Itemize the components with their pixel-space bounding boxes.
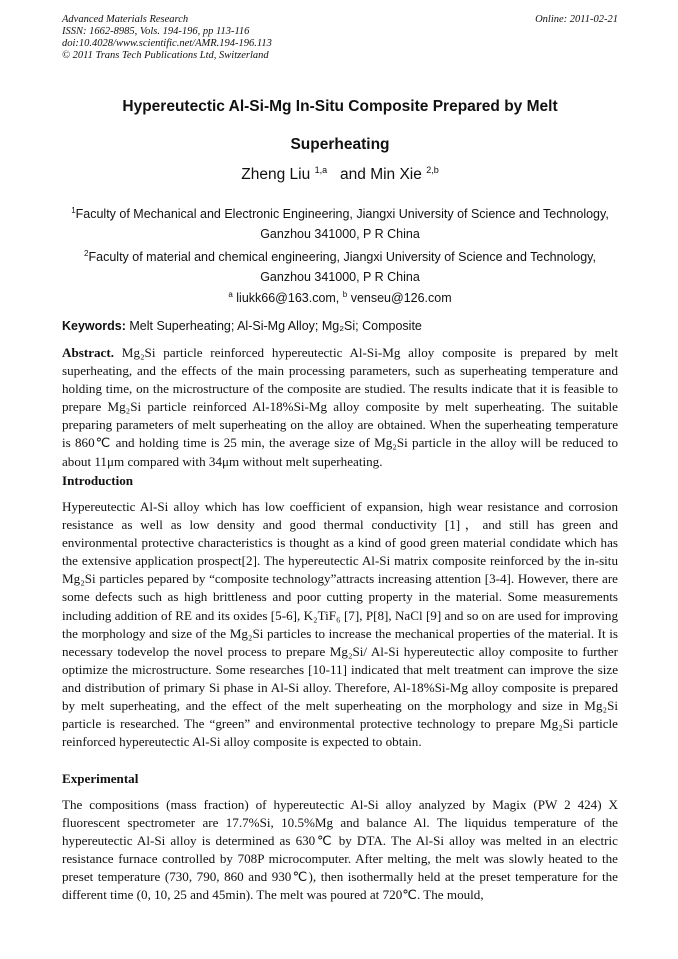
experimental-paragraph: The compositions (mass fraction) of hypereutectic Al-Si alloy analyzed by Magix (PW 2 424) X fluorescent spectrometer are 17.7%Si, 10.5%Mg and balance Al. The liquidus temperature of the hypereutectic Al-Si alloy is determined as 630℃ by DTA. The Al-Si alloy was melted in an electric resistance furnace controlled by 708P microcomputer. After melting, the melt was slowly heated to the preset temperature (730, 790, 860 and 930℃), then isothermally held at the preset temperature for the different time (0, 10, 25 and 45min). The melt was poured at 720℃. The mould, [62, 797, 618, 903]
title-line-1: Hypereutectic Al-Si-Mg In-Situ Composite Prepared by Melt [122, 98, 558, 115]
email-superscript: b [342, 290, 348, 299]
affiliation-2 [62, 244, 618, 287]
affiliation-1 [62, 201, 618, 244]
author-name: Zheng Liu [241, 166, 311, 184]
experimental-heading: Experimental [62, 771, 139, 786]
author-superscript: 2,b [426, 165, 439, 175]
keywords-text: Melt Superheating; Al-Si-Mg Alloy; Mg₂Si; Composite [129, 319, 422, 333]
email-link[interactable]: liukk66@163.com, [236, 291, 340, 306]
affiliation-address: Ganzhou 341000, P R China [260, 227, 420, 242]
affiliation-superscript: 2 [84, 249, 89, 258]
abstract [62, 344, 618, 471]
email-superscript: a [228, 290, 233, 299]
author-list [62, 165, 618, 184]
keywords-label: Keywords: [62, 319, 126, 333]
affiliation-superscript: 1 [71, 206, 76, 215]
journal-name: Advanced Materials Research [62, 14, 189, 25]
online-date: Online: 2011-02-21 [535, 14, 618, 25]
email-line [62, 285, 618, 308]
author-superscript: 1,a [314, 165, 328, 175]
affiliation-text: Faculty of Mechanical and Electronic Engineering, Jiangxi University of Science and Technology, [75, 207, 609, 222]
author-name: Min Xie [370, 166, 422, 184]
introduction-heading: Introduction [62, 473, 134, 488]
author-conjunction: and [340, 166, 366, 184]
title-line-2: Superheating [290, 136, 390, 153]
introduction-paragraph: Hypereutectic Al-Si alloy which has low coefficient of expansion, high wear resistance and corrosion resistance as well as low density and good thermal conductivity [1]，and still has green and environmental protective characteristics is thought as a kind of good green material condidate which has the extensive application prospect[2]. The hypereutectic Al-Si matrix composite reinforced by the in-situ Mg₂Si particles pepared by “composite technology”attracts increasing attention [3-4]. However, there are some defects such as high brittleness and poor cutting property in the material. Some measurements including addition of RE and its oxides [5-6], K₂TiF₆ [7], P[8], NaCl [9] and so on are used for improving the morphology and size of the Mg₂Si particles to increase the mechanical properties of the material. It is necessary todevelop the novel process to prepare Mg₂Si/ Al-Si hypereutectic alloy composite to further optimize the microstructure. Some researches [10-11] indicated that melt treatment can improve the size and distribution of primary Si phase in Al-Si alloy. Therefore, Al-18%Si-Mg alloy composite is prepared by melt superheating, and the effect of the melt superheating on the morphology and size in Mg₂Si particle is researched. The “green” and environmental protective technology to prepare Mg₂Si particle reinforced hypereutectic Al-Si alloy composite is expected to obtain. [62, 499, 618, 750]
keywords [62, 319, 618, 333]
email-link[interactable]: venseu@126.com [350, 291, 452, 306]
doi-line: doi:10.4028/www.scientific.net/AMR.194-196.113 [62, 38, 272, 49]
abstract-label: Abstract. [62, 345, 114, 360]
affiliation-text: Faculty of material and chemical engineering, Jiangxi University of Science and Technology, [88, 250, 596, 265]
copyright-line: © 2011 Trans Tech Publications Ltd, Switzerland [62, 50, 269, 61]
journal-header [62, 14, 618, 62]
affiliation-address: Ganzhou 341000, P R China [260, 270, 420, 285]
abstract-text: Mg₂Si particle reinforced hypereutectic Al-Si-Mg alloy composite is prepared by melt superheating, and the effects of the main processing parameters, such as superheating temperature and holding time, on the microstructure of the composite are studied. The results indicate that it is feasible to prepare Mg₂Si particle reinforced Al-18%Si-Mg alloy composite by melt superheating. The suitable preparing parameters of melt superheating on the alloy are obtained. When the superheating temperature is 860℃ and holding time is 25 min, the average size of Mg₂Si particle in the alloy will be reduced to about 11μm compared with 34μm without melt superheating. [62, 345, 619, 469]
issn-line: ISSN: 1662-8985, Vols. 194-196, pp 113-116 [62, 26, 250, 37]
paper-title [62, 88, 618, 164]
